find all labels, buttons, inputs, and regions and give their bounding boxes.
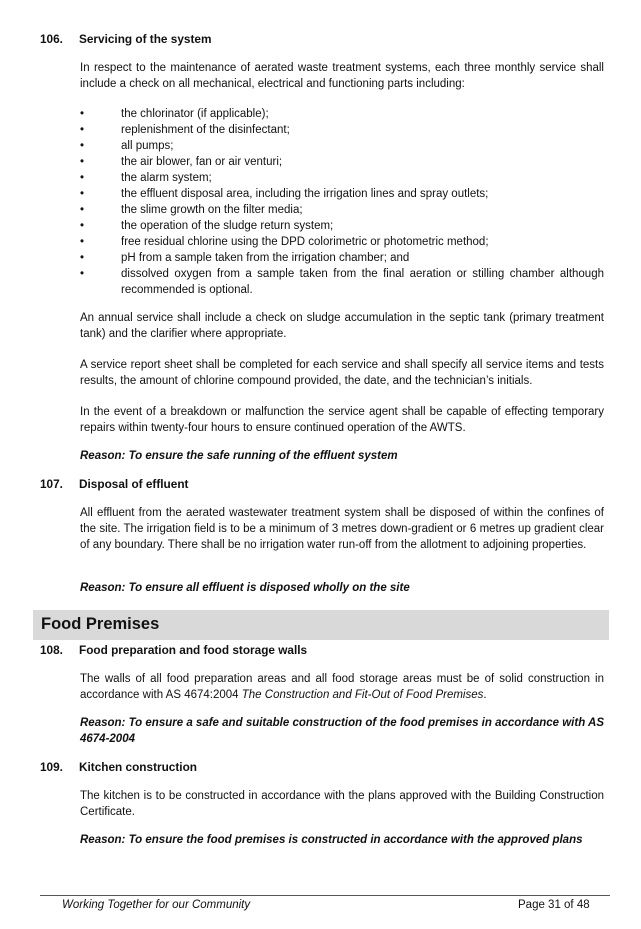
condition-number: 108. (40, 643, 63, 657)
section-title: Food Premises (41, 615, 160, 633)
condition-title: Servicing of the system (79, 32, 212, 46)
condition-title: Disposal of effluent (79, 477, 189, 491)
condition-108-heading (40, 643, 307, 657)
condition-109-reason: Reason: To ensure the food premises is constructed in accordance with the approved plans (80, 834, 583, 846)
bullet-dot-icon: • (80, 204, 85, 216)
bullet-dot-icon: • (80, 140, 85, 152)
footer-slogan: Working Together for our Community (62, 899, 251, 911)
bullet-dot-icon: • (80, 124, 85, 136)
list-item: • the slime growth on the filter media; (80, 204, 303, 216)
standard-title: The Construction and Fit-Out of Food Premises (241, 689, 484, 701)
list-item: • the chlorinator (if applicable); (80, 108, 269, 120)
condition-107-body: All effluent from the aerated wastewater treatment system shall be disposed of within the confines of the site. The irrigation field is to be a minimum of 3 metres down-gradient or 6 metres up gradient clear of any boundary. There shall be no irrigation water run-off from the allotment to adjoining properties. (80, 507, 604, 551)
condition-108-reason: Reason: To ensure a safe and suitable construction of the food premises in accordance with AS 4674-2004 (80, 717, 604, 745)
list-item: • the air blower, fan or air venturi; (80, 156, 283, 168)
footer-divider (40, 895, 610, 896)
condition-106-checklist (80, 106, 604, 298)
list-item: • the effluent disposal area, including the irrigation lines and spray outlets; (80, 188, 489, 200)
list-item: • pH from a sample taken from the irrigation chamber; and (80, 252, 410, 264)
condition-number: 106. (40, 32, 63, 46)
bullet-dot-icon: • (80, 268, 85, 280)
condition-106-breakdown: In the event of a breakdown or malfunction the service agent shall be capable of effecting temporary repairs within twenty-four hours to ensure continued operation of the AWTS. (80, 406, 604, 434)
bullet-dot-icon: • (80, 172, 85, 184)
list-item: • all pumps; (80, 140, 174, 152)
bullet-dot-icon: • (80, 188, 85, 200)
condition-106-heading (40, 32, 211, 46)
condition-107-reason: Reason: To ensure all effluent is disposed wholly on the site (80, 582, 410, 594)
bullet-dot-icon: • (80, 236, 85, 248)
condition-107-heading (40, 477, 188, 491)
list-item: • dissolved oxygen from a sample taken from the final aeration or stilling chamber although recommended is optional. (80, 268, 604, 296)
bullet-dot-icon: • (80, 252, 85, 264)
condition-106-intro: In respect to the maintenance of aerated waste treatment systems, each three monthly service shall include a check on all mechanical, electrical and functioning parts including: (80, 62, 604, 90)
list-item: • replenishment of the disinfectant; (80, 124, 290, 136)
condition-title: Food preparation and food storage walls (79, 643, 308, 657)
list-item: • free residual chlorine using the DPD colorimetric or photometric method; (80, 236, 489, 248)
condition-106-reason: Reason: To ensure the safe running of the effluent system (80, 450, 398, 462)
condition-number: 109. (40, 760, 63, 774)
condition-title: Kitchen construction (79, 760, 197, 774)
bullet-dot-icon: • (80, 220, 85, 232)
list-item: • the alarm system; (80, 172, 212, 184)
list-item: • the operation of the sludge return system; (80, 220, 334, 232)
bullet-dot-icon: • (80, 156, 85, 168)
page-number: Page 31 of 48 (518, 899, 590, 911)
condition-108-body: The walls of all food preparation areas and all food storage areas must be of solid construction in accordance with AS 4674:2004 The Construction and Fit-Out of Food Premises. (80, 673, 604, 701)
bullet-dot-icon: • (80, 108, 85, 120)
section-heading-band (33, 610, 609, 640)
condition-109-heading (40, 760, 197, 774)
condition-109-body: The kitchen is to be constructed in accordance with the plans approved with the Building Construction Certificate. (80, 790, 604, 818)
condition-number: 107. (40, 477, 63, 491)
condition-106-service-report: A service report sheet shall be completed for each service and shall specify all service items and tests results, the amount of chlorine compound provided, the date, and the technician’s initials. (80, 359, 604, 387)
condition-106-annual-service: An annual service shall include a check on sludge accumulation in the septic tank (primary treatment tank) and the clarifier where appropriate. (80, 312, 604, 340)
